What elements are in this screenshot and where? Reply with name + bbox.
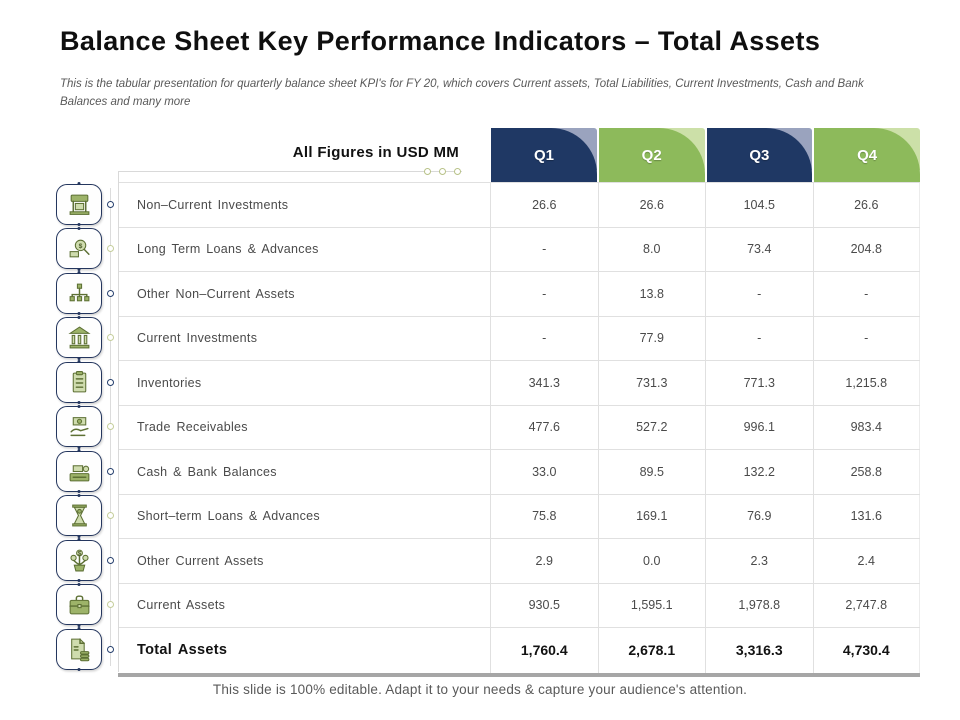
cell-q1: - — [490, 228, 598, 272]
cell-q4: 4,730.4 — [813, 628, 921, 673]
cell-q3: 3,316.3 — [705, 628, 813, 673]
kpi-table — [118, 128, 920, 677]
cell-q3: 73.4 — [705, 228, 813, 272]
cell-q2: 77.9 — [598, 317, 706, 361]
cell-q1: 2.9 — [490, 539, 598, 583]
row-label: Trade Receivables — [137, 420, 248, 435]
cell-q1: 930.5 — [490, 584, 598, 628]
table-row — [118, 228, 920, 273]
row-label: Total Assets — [137, 642, 228, 659]
hand-money-icon — [56, 406, 102, 447]
cell-q1: 477.6 — [490, 406, 598, 450]
table-row — [118, 539, 920, 584]
timeline-dot — [107, 245, 114, 252]
cell-q2: 527.2 — [598, 406, 706, 450]
cell-q4: 983.4 — [813, 406, 921, 450]
cell-q2: 169.1 — [598, 495, 706, 539]
row-icon-rail — [55, 182, 103, 672]
footer-note: This slide is 100% editable. Adapt it to your needs & capture your audience's attention. — [212, 682, 748, 697]
column-header-q3 — [707, 128, 813, 182]
cell-q4: 2.4 — [813, 539, 921, 583]
inventory-clipboard-icon — [56, 362, 102, 403]
cell-q2: 13.8 — [598, 272, 706, 316]
column-header-q1-label: Q1 — [533, 146, 554, 164]
cell-q3: 104.5 — [705, 183, 813, 227]
cell-q3: 76.9 — [705, 495, 813, 539]
row-label: Other Current Assets — [137, 553, 264, 568]
money-plant-icon — [56, 540, 102, 581]
svg-text:$: $ — [78, 243, 82, 251]
column-header-q2-label: Q2 — [641, 146, 662, 164]
cell-q2: 2,678.1 — [598, 628, 706, 673]
timeline-dot — [107, 468, 114, 475]
row-label: Cash & Bank Balances — [137, 464, 277, 479]
table-header-row — [118, 128, 920, 182]
cell-q1: - — [490, 317, 598, 361]
cell-q2: 89.5 — [598, 450, 706, 494]
cell-q1: 33.0 — [490, 450, 598, 494]
units-label: All Figures in USD MM — [292, 143, 460, 161]
timeline-dot — [107, 601, 114, 608]
bank-building-icon — [56, 317, 102, 358]
row-label: Long Term Loans & Advances — [137, 242, 319, 257]
timeline-dot — [107, 512, 114, 519]
cell-q1: 75.8 — [490, 495, 598, 539]
timeline-dot — [107, 290, 114, 297]
slide-subtitle: This is the tabular presentation for quarterly balance sheet KPI's for FY 20, which covers Current assets, Total Liabilities, Current Investments, Cash and Bank Balances and many more — [60, 78, 864, 108]
table-row-total — [118, 628, 920, 673]
table-row — [118, 317, 920, 362]
row-label: Current Assets — [137, 598, 226, 613]
cell-q3: - — [705, 272, 813, 316]
printing-machine-icon — [56, 184, 102, 225]
cell-q2: 1,595.1 — [598, 584, 706, 628]
cell-q4: 1,215.8 — [813, 361, 921, 405]
decor-dot — [424, 168, 431, 175]
row-label: Non–Current Investments — [137, 197, 289, 212]
table-row — [118, 272, 920, 317]
cell-q4: 2,747.8 — [813, 584, 921, 628]
timeline-dot — [107, 557, 114, 564]
timeline-dot — [107, 379, 114, 386]
cell-q4: - — [813, 317, 921, 361]
cell-q3: 1,978.8 — [705, 584, 813, 628]
table-body — [118, 182, 920, 673]
cell-q4: 204.8 — [813, 228, 921, 272]
svg-text:$: $ — [77, 550, 81, 558]
hourglass-money-icon — [56, 495, 102, 536]
table-row — [118, 183, 920, 228]
timeline-dot — [107, 423, 114, 430]
cell-q4: - — [813, 272, 921, 316]
decor-dot — [439, 168, 446, 175]
row-label: Short–term Loans & Advances — [137, 509, 320, 524]
cell-q4: 258.8 — [813, 450, 921, 494]
timeline-dot — [107, 646, 114, 653]
row-label: Other Non–Current Assets — [137, 286, 295, 301]
cell-q3: 132.2 — [705, 450, 813, 494]
column-header-q3-label: Q3 — [749, 146, 770, 164]
cell-q3: 771.3 — [705, 361, 813, 405]
money-document-icon — [56, 629, 102, 670]
table-row — [118, 584, 920, 629]
table-left-border — [118, 171, 119, 672]
table-row — [118, 406, 920, 451]
cell-q3: 2.3 — [705, 539, 813, 583]
money-search-icon — [56, 228, 102, 269]
cell-q3: - — [705, 317, 813, 361]
timeline-dot — [107, 334, 114, 341]
cell-q1: 341.3 — [490, 361, 598, 405]
label-column-top-border — [118, 171, 462, 172]
decor-dot — [454, 168, 461, 175]
units-area — [118, 128, 489, 182]
table-row — [118, 450, 920, 495]
cell-q2: 8.0 — [598, 228, 706, 272]
table-bottom-rule — [118, 673, 920, 677]
timeline-dots — [103, 182, 118, 672]
cell-q4: 26.6 — [813, 183, 921, 227]
cell-q1: 1,760.4 — [490, 628, 598, 673]
column-header-q4 — [814, 128, 920, 182]
column-header-q4-label: Q4 — [857, 146, 878, 164]
table-row — [118, 361, 920, 406]
cash-register-icon — [56, 451, 102, 492]
row-label: Current Investments — [137, 331, 258, 346]
cell-q1: 26.6 — [490, 183, 598, 227]
page-title: Balance Sheet Key Performance Indicators – Total Assets — [60, 26, 821, 56]
cell-q2: 0.0 — [598, 539, 706, 583]
cell-q1: - — [490, 272, 598, 316]
hierarchy-icon — [56, 273, 102, 314]
column-header-q2 — [599, 128, 705, 182]
cell-q3: 996.1 — [705, 406, 813, 450]
cell-q2: 26.6 — [598, 183, 706, 227]
cell-q2: 731.3 — [598, 361, 706, 405]
briefcase-icon — [56, 584, 102, 625]
table-row — [118, 495, 920, 540]
column-header-q1 — [491, 128, 597, 182]
cell-q4: 131.6 — [813, 495, 921, 539]
row-label: Inventories — [137, 375, 202, 390]
timeline-dot — [107, 201, 114, 208]
